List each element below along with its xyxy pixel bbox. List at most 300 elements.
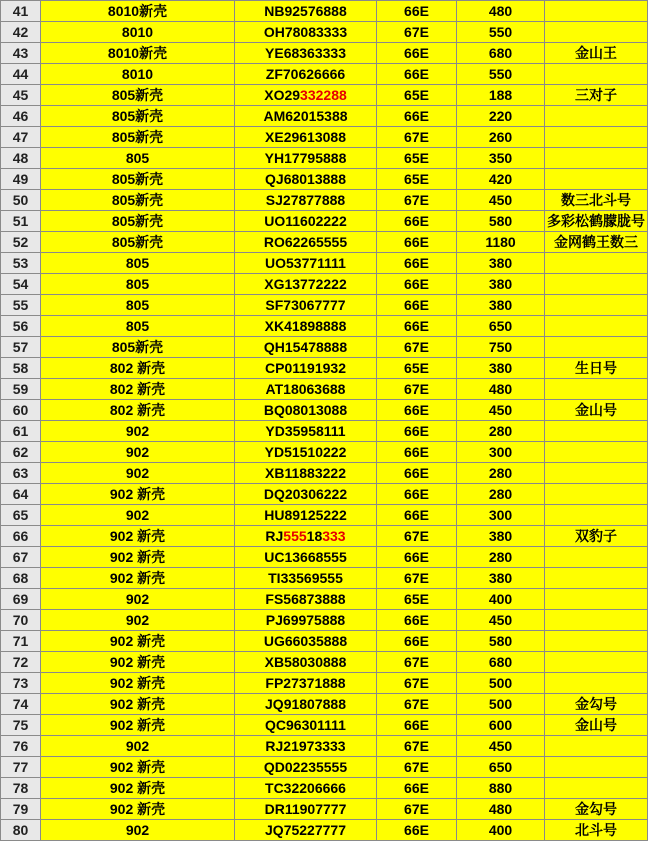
model-cell[interactable]: 805新壳 xyxy=(41,85,235,106)
size-cell[interactable]: 66E xyxy=(377,778,457,799)
row-number-header[interactable]: 75 xyxy=(1,715,41,736)
price-cell[interactable]: 380 xyxy=(457,358,545,379)
phone-number-cell[interactable] xyxy=(235,547,377,568)
price-cell[interactable]: 1180 xyxy=(457,232,545,253)
number-segment: QC96301111 xyxy=(265,717,346,733)
note-cell[interactable] xyxy=(545,547,648,568)
model-cell[interactable]: 902 xyxy=(41,421,235,442)
phone-number-cell[interactable] xyxy=(235,568,377,589)
table-row[interactable] xyxy=(1,1,648,22)
size-cell[interactable]: 66E xyxy=(377,400,457,421)
number-segment: FS56873888 xyxy=(265,591,346,607)
row-number-header[interactable]: 68 xyxy=(1,568,41,589)
row-number-header[interactable]: 67 xyxy=(1,547,41,568)
model-cell[interactable]: 902 新壳 xyxy=(41,673,235,694)
note-cell[interactable]: 金山王 xyxy=(545,43,648,64)
table-row[interactable] xyxy=(1,757,648,778)
size-cell[interactable]: 66E xyxy=(377,64,457,85)
number-segment: JQ91807888 xyxy=(265,696,346,712)
note-cell[interactable]: 生日号 xyxy=(545,358,648,379)
row-number-header[interactable]: 51 xyxy=(1,211,41,232)
model-cell[interactable]: 902 xyxy=(41,610,235,631)
model-cell[interactable]: 902 新壳 xyxy=(41,652,235,673)
model-cell[interactable]: 805新壳 xyxy=(41,190,235,211)
model-cell[interactable]: 805 xyxy=(41,274,235,295)
phone-number-cell[interactable] xyxy=(235,484,377,505)
model-cell[interactable]: 805新壳 xyxy=(41,232,235,253)
note-cell[interactable] xyxy=(545,1,648,22)
phone-number-cell[interactable] xyxy=(235,295,377,316)
note-cell[interactable]: 金网鹤王数三 xyxy=(545,232,648,253)
table-row[interactable] xyxy=(1,484,648,505)
model-cell[interactable]: 902 新壳 xyxy=(41,631,235,652)
phone-number-cell[interactable] xyxy=(235,694,377,715)
phone-number-cell[interactable] xyxy=(235,85,377,106)
table-row[interactable] xyxy=(1,631,648,652)
row-number-header[interactable]: 79 xyxy=(1,799,41,820)
table-row[interactable] xyxy=(1,316,648,337)
table-row[interactable] xyxy=(1,169,648,190)
row-number-header[interactable]: 74 xyxy=(1,694,41,715)
phone-number-cell[interactable] xyxy=(235,190,377,211)
size-cell[interactable]: 65E xyxy=(377,148,457,169)
phone-number-cell[interactable] xyxy=(235,1,377,22)
model-cell[interactable]: 902 新壳 xyxy=(41,547,235,568)
price-cell[interactable]: 350 xyxy=(457,148,545,169)
model-cell[interactable]: 902 新壳 xyxy=(41,799,235,820)
model-cell[interactable]: 805新壳 xyxy=(41,106,235,127)
size-cell[interactable]: 66E xyxy=(377,316,457,337)
row-number-header[interactable]: 54 xyxy=(1,274,41,295)
model-cell[interactable]: 902 新壳 xyxy=(41,757,235,778)
table-row[interactable] xyxy=(1,253,648,274)
phone-number-cell[interactable] xyxy=(235,673,377,694)
note-cell[interactable]: 金山号 xyxy=(545,400,648,421)
price-cell[interactable]: 380 xyxy=(457,274,545,295)
note-cell[interactable]: 北斗号 xyxy=(545,820,648,841)
note-cell[interactable] xyxy=(545,505,648,526)
row-number-header[interactable]: 64 xyxy=(1,484,41,505)
note-cell[interactable] xyxy=(545,295,648,316)
number-segment: FP27371888 xyxy=(265,675,346,691)
table-row[interactable] xyxy=(1,589,648,610)
note-cell[interactable] xyxy=(545,106,648,127)
note-cell[interactable] xyxy=(545,64,648,85)
row-number-header[interactable]: 48 xyxy=(1,148,41,169)
number-segment: OH78083333 xyxy=(263,24,348,40)
table-row[interactable] xyxy=(1,463,648,484)
phone-number-cell[interactable] xyxy=(235,169,377,190)
model-cell[interactable]: 902 xyxy=(41,589,235,610)
phone-number-cell[interactable] xyxy=(235,610,377,631)
note-cell[interactable] xyxy=(545,442,648,463)
model-cell[interactable]: 805新壳 xyxy=(41,337,235,358)
table-row[interactable] xyxy=(1,778,648,799)
model-cell[interactable]: 902 xyxy=(41,736,235,757)
price-cell[interactable]: 650 xyxy=(457,316,545,337)
note-cell[interactable]: 三对子 xyxy=(545,85,648,106)
phone-number-cell[interactable] xyxy=(235,211,377,232)
table-row[interactable] xyxy=(1,820,648,841)
table-row[interactable] xyxy=(1,652,648,673)
table-row[interactable] xyxy=(1,295,648,316)
table-row[interactable] xyxy=(1,610,648,631)
table-row[interactable] xyxy=(1,274,648,295)
row-number-header[interactable]: 57 xyxy=(1,337,41,358)
row-number-header[interactable]: 59 xyxy=(1,379,41,400)
model-cell[interactable]: 902 新壳 xyxy=(41,694,235,715)
model-cell[interactable]: 902 新壳 xyxy=(41,526,235,547)
row-number-header[interactable]: 63 xyxy=(1,463,41,484)
model-cell[interactable]: 8010新壳 xyxy=(41,1,235,22)
price-cell[interactable]: 880 xyxy=(457,778,545,799)
size-cell[interactable]: 65E xyxy=(377,358,457,379)
price-cell[interactable]: 450 xyxy=(457,610,545,631)
phone-number-cell[interactable] xyxy=(235,505,377,526)
price-cell[interactable]: 260 xyxy=(457,127,545,148)
price-cell[interactable]: 480 xyxy=(457,799,545,820)
note-cell[interactable] xyxy=(545,274,648,295)
size-cell[interactable]: 66E xyxy=(377,232,457,253)
row-number-header[interactable]: 55 xyxy=(1,295,41,316)
number-segment: HU89125222 xyxy=(264,507,347,523)
phone-number-cell[interactable] xyxy=(235,358,377,379)
size-cell[interactable]: 66E xyxy=(377,610,457,631)
row-number-header[interactable]: 50 xyxy=(1,190,41,211)
price-cell[interactable]: 280 xyxy=(457,421,545,442)
number-segment: 555 xyxy=(283,528,307,544)
size-cell[interactable]: 67E xyxy=(377,127,457,148)
phone-number-cell[interactable] xyxy=(235,43,377,64)
price-cell[interactable]: 450 xyxy=(457,736,545,757)
row-number-header[interactable]: 69 xyxy=(1,589,41,610)
row-number-header[interactable]: 52 xyxy=(1,232,41,253)
phone-number-cell[interactable] xyxy=(235,232,377,253)
number-segment: RJ xyxy=(265,528,284,544)
row-number-header[interactable]: 65 xyxy=(1,505,41,526)
phone-number-cell[interactable] xyxy=(235,106,377,127)
price-cell[interactable]: 600 xyxy=(457,715,545,736)
model-cell[interactable]: 802 新壳 xyxy=(41,400,235,421)
note-cell[interactable] xyxy=(545,631,648,652)
number-segment: BQ08013088 xyxy=(263,402,348,418)
phone-number-cell[interactable] xyxy=(235,631,377,652)
number-segment: QH15478888 xyxy=(263,339,348,355)
price-cell[interactable]: 450 xyxy=(457,190,545,211)
price-cell[interactable]: 280 xyxy=(457,484,545,505)
size-cell[interactable]: 67E xyxy=(377,757,457,778)
phone-number-cell[interactable] xyxy=(235,400,377,421)
size-cell[interactable]: 66E xyxy=(377,463,457,484)
size-cell[interactable]: 67E xyxy=(377,526,457,547)
size-cell[interactable]: 66E xyxy=(377,484,457,505)
table-row[interactable] xyxy=(1,43,648,64)
table-row[interactable] xyxy=(1,190,648,211)
size-cell[interactable]: 66E xyxy=(377,442,457,463)
row-number-header[interactable]: 72 xyxy=(1,652,41,673)
phone-number-cell[interactable] xyxy=(235,421,377,442)
note-cell[interactable] xyxy=(545,463,648,484)
size-cell[interactable]: 66E xyxy=(377,253,457,274)
table-row[interactable] xyxy=(1,568,648,589)
row-number-header[interactable]: 66 xyxy=(1,526,41,547)
table-row[interactable] xyxy=(1,127,648,148)
phone-number-cell[interactable] xyxy=(235,148,377,169)
price-cell[interactable]: 380 xyxy=(457,253,545,274)
table-row[interactable] xyxy=(1,211,648,232)
table-row[interactable] xyxy=(1,337,648,358)
phone-number-cell[interactable] xyxy=(235,379,377,400)
phone-number-cell[interactable] xyxy=(235,274,377,295)
model-cell[interactable]: 902 xyxy=(41,442,235,463)
row-number-header[interactable]: 80 xyxy=(1,820,41,841)
size-cell[interactable]: 67E xyxy=(377,568,457,589)
row-number-header[interactable]: 41 xyxy=(1,1,41,22)
phone-number-cell[interactable] xyxy=(235,589,377,610)
table-row[interactable] xyxy=(1,799,648,820)
size-cell[interactable]: 65E xyxy=(377,169,457,190)
row-number-header[interactable]: 76 xyxy=(1,736,41,757)
note-cell[interactable] xyxy=(545,169,648,190)
price-cell[interactable]: 580 xyxy=(457,211,545,232)
size-cell[interactable]: 66E xyxy=(377,43,457,64)
phone-number-cell[interactable] xyxy=(235,715,377,736)
phone-number-cell[interactable] xyxy=(235,757,377,778)
phone-number-cell[interactable] xyxy=(235,778,377,799)
phone-number-cell[interactable] xyxy=(235,820,377,841)
size-cell[interactable]: 67E xyxy=(377,736,457,757)
row-number-header[interactable]: 73 xyxy=(1,673,41,694)
note-cell[interactable] xyxy=(545,22,648,43)
table-row[interactable] xyxy=(1,232,648,253)
note-cell[interactable] xyxy=(545,316,648,337)
row-number-header[interactable]: 46 xyxy=(1,106,41,127)
note-cell[interactable] xyxy=(545,652,648,673)
table-row[interactable] xyxy=(1,442,648,463)
model-cell[interactable]: 902 新壳 xyxy=(41,778,235,799)
phone-number-cell[interactable] xyxy=(235,316,377,337)
phone-number-cell[interactable] xyxy=(235,652,377,673)
row-number-header[interactable]: 44 xyxy=(1,64,41,85)
table-row[interactable] xyxy=(1,694,648,715)
note-cell[interactable] xyxy=(545,337,648,358)
size-cell[interactable]: 67E xyxy=(377,694,457,715)
note-cell[interactable]: 数三北斗号 xyxy=(545,190,648,211)
price-cell[interactable]: 480 xyxy=(457,379,545,400)
phone-number-cell[interactable] xyxy=(235,337,377,358)
size-cell[interactable]: 66E xyxy=(377,505,457,526)
price-cell[interactable]: 500 xyxy=(457,694,545,715)
table-row[interactable] xyxy=(1,106,648,127)
number-segment: YH17795888 xyxy=(264,150,347,166)
number-segment: CP01191932 xyxy=(265,360,346,376)
table-row[interactable] xyxy=(1,358,648,379)
row-number-header[interactable]: 77 xyxy=(1,757,41,778)
table-row[interactable] xyxy=(1,379,648,400)
row-number-header[interactable]: 60 xyxy=(1,400,41,421)
price-cell[interactable]: 300 xyxy=(457,442,545,463)
phone-number-cell[interactable] xyxy=(235,64,377,85)
row-number-header[interactable]: 78 xyxy=(1,778,41,799)
price-cell[interactable]: 580 xyxy=(457,631,545,652)
size-cell[interactable]: 66E xyxy=(377,820,457,841)
size-cell[interactable]: 65E xyxy=(377,589,457,610)
note-cell[interactable] xyxy=(545,673,648,694)
price-cell[interactable]: 680 xyxy=(457,652,545,673)
size-cell[interactable]: 67E xyxy=(377,799,457,820)
price-cell[interactable]: 380 xyxy=(457,568,545,589)
model-cell[interactable]: 8010新壳 xyxy=(41,43,235,64)
size-cell[interactable]: 67E xyxy=(377,652,457,673)
model-cell[interactable]: 902 新壳 xyxy=(41,715,235,736)
table-row[interactable] xyxy=(1,673,648,694)
price-cell[interactable]: 480 xyxy=(457,1,545,22)
note-cell[interactable] xyxy=(545,778,648,799)
row-number-header[interactable]: 71 xyxy=(1,631,41,652)
number-segment: RO62265555 xyxy=(263,234,348,250)
table-row[interactable] xyxy=(1,64,648,85)
price-cell[interactable]: 280 xyxy=(457,547,545,568)
note-cell[interactable] xyxy=(545,568,648,589)
note-cell[interactable] xyxy=(545,757,648,778)
spreadsheet-body xyxy=(1,1,648,841)
number-segment: NB92576888 xyxy=(264,3,347,19)
phone-number-cell[interactable] xyxy=(235,736,377,757)
note-cell[interactable]: 多彩松鹤朦胧号 xyxy=(545,211,648,232)
phone-number-cell[interactable] xyxy=(235,253,377,274)
note-cell[interactable]: 双豹子 xyxy=(545,526,648,547)
size-cell[interactable]: 66E xyxy=(377,295,457,316)
model-cell[interactable]: 805 xyxy=(41,316,235,337)
phone-number-cell[interactable] xyxy=(235,442,377,463)
model-cell[interactable]: 902 xyxy=(41,505,235,526)
note-cell[interactable] xyxy=(545,253,648,274)
model-cell[interactable]: 902 新壳 xyxy=(41,568,235,589)
row-number-header[interactable]: 70 xyxy=(1,610,41,631)
row-number-header[interactable]: 58 xyxy=(1,358,41,379)
price-cell[interactable]: 400 xyxy=(457,820,545,841)
row-number-header[interactable]: 62 xyxy=(1,442,41,463)
size-cell[interactable]: 67E xyxy=(377,337,457,358)
size-cell[interactable]: 66E xyxy=(377,274,457,295)
size-cell[interactable]: 66E xyxy=(377,547,457,568)
price-cell[interactable]: 550 xyxy=(457,64,545,85)
table-row[interactable] xyxy=(1,715,648,736)
row-number-header[interactable]: 47 xyxy=(1,127,41,148)
model-cell[interactable]: 902 xyxy=(41,820,235,841)
price-cell[interactable]: 680 xyxy=(457,43,545,64)
size-cell[interactable]: 67E xyxy=(377,379,457,400)
note-cell[interactable] xyxy=(545,589,648,610)
model-cell[interactable]: 805新壳 xyxy=(41,211,235,232)
model-cell[interactable]: 902 xyxy=(41,463,235,484)
row-number-header[interactable]: 43 xyxy=(1,43,41,64)
size-cell[interactable]: 66E xyxy=(377,1,457,22)
size-cell[interactable]: 66E xyxy=(377,715,457,736)
number-segment: XB58030888 xyxy=(264,654,347,670)
number-segment: ZF70626666 xyxy=(265,66,346,82)
price-cell[interactable]: 280 xyxy=(457,463,545,484)
price-cell[interactable]: 300 xyxy=(457,505,545,526)
table-row[interactable] xyxy=(1,85,648,106)
table-row[interactable] xyxy=(1,22,648,43)
row-number-header[interactable]: 45 xyxy=(1,85,41,106)
note-cell[interactable]: 金勾号 xyxy=(545,694,648,715)
phone-number-cell[interactable] xyxy=(235,526,377,547)
price-cell[interactable]: 750 xyxy=(457,337,545,358)
size-cell[interactable]: 67E xyxy=(377,673,457,694)
price-cell[interactable]: 400 xyxy=(457,589,545,610)
price-cell[interactable]: 550 xyxy=(457,22,545,43)
number-segment: UO53771111 xyxy=(265,255,346,271)
size-cell[interactable]: 65E xyxy=(377,85,457,106)
phone-number-cell[interactable] xyxy=(235,127,377,148)
note-cell[interactable]: 金山号 xyxy=(545,715,648,736)
note-cell[interactable] xyxy=(545,148,648,169)
price-cell[interactable]: 188 xyxy=(457,85,545,106)
note-cell[interactable] xyxy=(545,610,648,631)
size-cell[interactable]: 66E xyxy=(377,631,457,652)
size-cell[interactable]: 66E xyxy=(377,106,457,127)
price-cell[interactable]: 650 xyxy=(457,757,545,778)
number-segment: TC32206666 xyxy=(265,780,346,796)
note-cell[interactable] xyxy=(545,484,648,505)
model-cell[interactable]: 805 xyxy=(41,295,235,316)
note-cell[interactable]: 金勾号 xyxy=(545,799,648,820)
note-cell[interactable] xyxy=(545,736,648,757)
table-row[interactable] xyxy=(1,547,648,568)
table-row[interactable] xyxy=(1,148,648,169)
number-segment: XE29613088 xyxy=(265,129,346,145)
model-cell[interactable]: 8010 xyxy=(41,22,235,43)
row-number-header[interactable]: 53 xyxy=(1,253,41,274)
price-cell[interactable]: 220 xyxy=(457,106,545,127)
size-cell[interactable]: 66E xyxy=(377,211,457,232)
note-cell[interactable] xyxy=(545,127,648,148)
price-cell[interactable]: 500 xyxy=(457,673,545,694)
model-cell[interactable]: 8010 xyxy=(41,64,235,85)
row-number-header[interactable]: 56 xyxy=(1,316,41,337)
size-cell[interactable]: 67E xyxy=(377,22,457,43)
note-cell[interactable] xyxy=(545,421,648,442)
model-cell[interactable]: 802 新壳 xyxy=(41,379,235,400)
table-row[interactable] xyxy=(1,400,648,421)
table-row[interactable] xyxy=(1,505,648,526)
row-number-header[interactable]: 49 xyxy=(1,169,41,190)
price-cell[interactable]: 380 xyxy=(457,526,545,547)
row-number-header[interactable]: 61 xyxy=(1,421,41,442)
size-cell[interactable]: 66E xyxy=(377,421,457,442)
model-cell[interactable]: 805 xyxy=(41,148,235,169)
phone-number-cell[interactable] xyxy=(235,799,377,820)
model-cell[interactable]: 802 新壳 xyxy=(41,358,235,379)
table-row[interactable] xyxy=(1,736,648,757)
model-cell[interactable]: 805 xyxy=(41,253,235,274)
phone-number-cell[interactable] xyxy=(235,463,377,484)
price-cell[interactable]: 450 xyxy=(457,400,545,421)
model-cell[interactable]: 902 新壳 xyxy=(41,484,235,505)
phone-number-cell[interactable] xyxy=(235,22,377,43)
price-cell[interactable]: 380 xyxy=(457,295,545,316)
table-row[interactable] xyxy=(1,421,648,442)
note-cell[interactable] xyxy=(545,379,648,400)
model-cell[interactable]: 805新壳 xyxy=(41,127,235,148)
row-number-header[interactable]: 42 xyxy=(1,22,41,43)
model-cell[interactable]: 805新壳 xyxy=(41,169,235,190)
size-cell[interactable]: 67E xyxy=(377,190,457,211)
price-cell[interactable]: 420 xyxy=(457,169,545,190)
table-row[interactable] xyxy=(1,526,648,547)
